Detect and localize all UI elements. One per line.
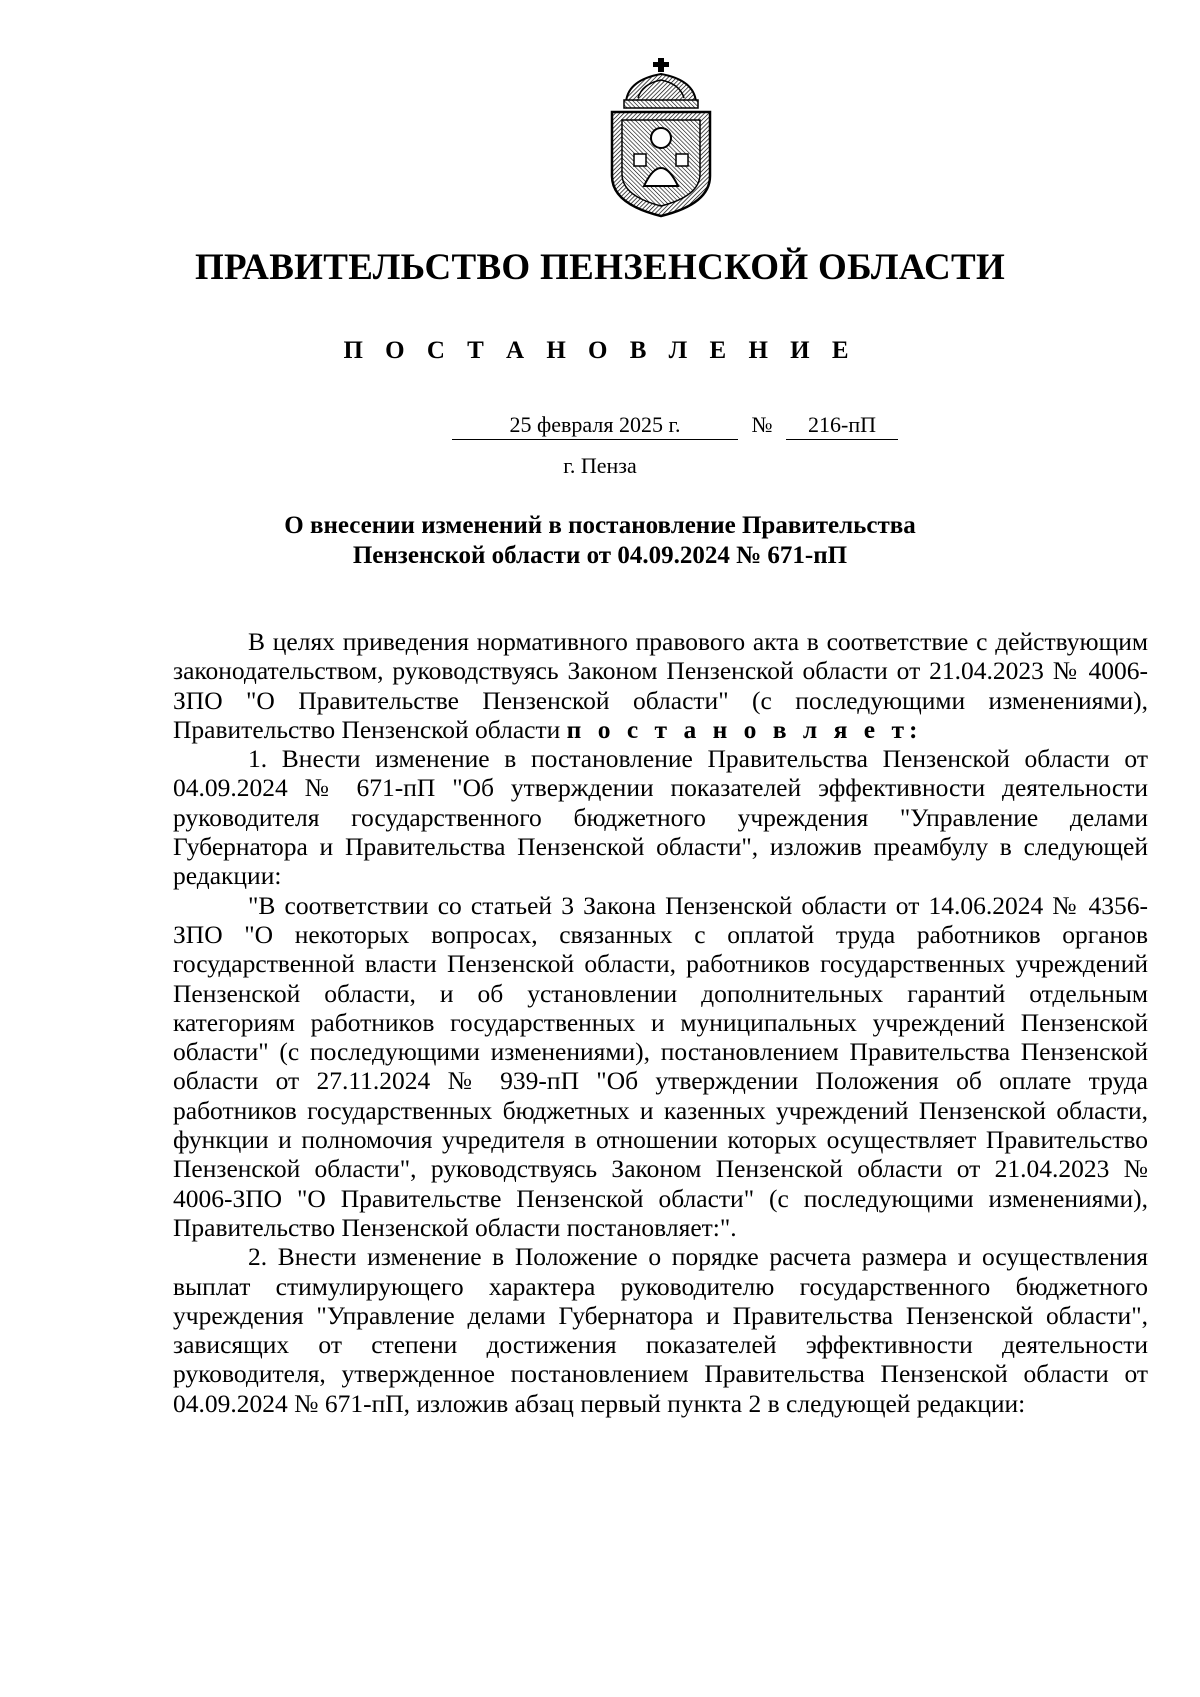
preamble-text: В целях приведения нормативного правового акта в соответствие с действующим законодательством, руководствуясь Законом Пензенской области от 21.04.2023 № 4006-ЗПО "О Правительстве Пензенской области" (с последующими изменениями), Правительство Пензенской области [173, 627, 1148, 744]
decree-subject [230, 511, 970, 571]
decree-word: п о с т а н о в л я е т: [566, 714, 923, 744]
document-type: П О С Т А Н О В Л Е Н И Е [343, 337, 857, 364]
preamble-paragraph [173, 627, 1148, 744]
item-2-paragraph: 2. Внести изменение в Положение о порядке расчета размера и осуществления выплат стимулирующего характера руководителю государственного бюджетного учреждения "Управление делами Губернатора и Правительства Пензенской области", зависящих от степени достижения показателей эффективности деятельности руководителя, утвержденное постановлением Правительства Пензенской области от 04.09.2024 № 671-пП, изложив абзац первый пункта 2 в следующей редакции: [173, 1242, 1148, 1418]
date-number-line [452, 411, 898, 445]
penza-region-coat-of-arms-icon [598, 58, 724, 218]
decree-number: 216-пП [786, 411, 898, 440]
number-sign: № [751, 412, 773, 437]
subject-line-1: О внесении изменений в постановление Правительства [284, 512, 916, 539]
subject-line-2: Пензенской области от 04.09.2024 № 671-пП [352, 542, 848, 569]
decree-body [173, 627, 1148, 1418]
city: г. Пенза [563, 453, 637, 478]
item-1-quote-paragraph: "В соответствии со статьей 3 Закона Пензенской области от 14.06.2024 № 4356-ЗПО "О некоторых вопросах, связанных с оплатой труда работников органов государственной власти Пензенской области, работников государственных учреждений Пензенской области, и об установлении дополнительных гарантий отдельным категориям работников государственных и муниципальных учреждений Пензенской области" (с последующими изменениями), постановлением Правительства Пензенской области от 27.11.2024 № 939-пП "Об утверждении Положения об оплате труда работников государственных бюджетных и казенных учреждений Пензенской области, функции и полномочия учредителя в отношении которых осуществляет Правительство Пензенской области", руководствуясь Законом Пензенской области от 21.04.2023 № 4006-ЗПО "О Правительстве Пензенской области" (с последующими изменениями), Правительство Пензенской области постановляет:". [173, 890, 1148, 1242]
item-1-paragraph: 1. Внести изменение в постановление Правительства Пензенской области от 04.09.2024 № 671-пП "Об утверждении показателей эффективности деятельности руководителя государственного бюджетного учреждения "Управление делами Губернатора и Правительства Пензенской области", изложив преамбулу в следующей редакции: [173, 744, 1148, 891]
government-title: ПРАВИТЕЛЬСТВО ПЕНЗЕНСКОЙ ОБЛАСТИ [194, 247, 1006, 288]
decree-date: 25 февраля 2025 г. [452, 411, 738, 440]
